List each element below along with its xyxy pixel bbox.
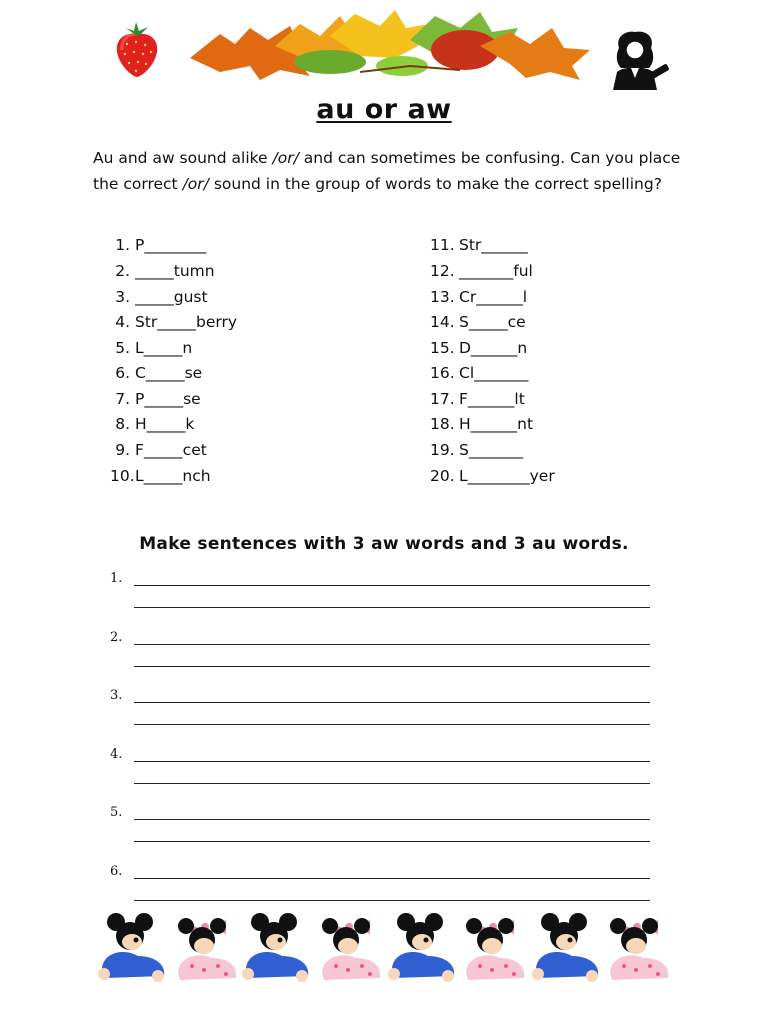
- exercise-number: 4.: [115, 313, 130, 331]
- sentence-number: 5.: [110, 805, 123, 820]
- exercise-item: [110, 363, 202, 383]
- strawberry-icon: [112, 20, 162, 78]
- answer-line[interactable]: [134, 666, 650, 667]
- baby-minnie-icon: [312, 912, 388, 984]
- baby-mickey-icon: [94, 912, 170, 984]
- exercise-word: _______ful: [459, 262, 533, 280]
- exercise-number: 20.: [430, 467, 455, 485]
- sentence-number: 6.: [110, 864, 123, 879]
- exercise-word: L_____n: [135, 339, 193, 357]
- answer-line[interactable]: [134, 724, 650, 725]
- instructions-text-2: and can sometimes be confusing. Can you place the correct: [93, 149, 681, 193]
- instructions-text-1: Au and aw sound alike: [93, 149, 273, 167]
- exercise-number: 12.: [430, 262, 455, 280]
- exercise-word: L_____nch: [135, 467, 211, 485]
- exercise-word: P________: [135, 236, 207, 254]
- exercise-number: 7.: [115, 390, 130, 408]
- exercise-item: [110, 466, 211, 486]
- exercise-number: 10.: [110, 467, 135, 485]
- exercise-item: [110, 440, 207, 460]
- exercise-number: 8.: [115, 415, 130, 433]
- exercise-word: F_____cet: [135, 441, 207, 459]
- answer-line[interactable]: [134, 783, 650, 784]
- exercise-number: 11.: [430, 236, 455, 254]
- exercise-word: _____tumn: [135, 262, 215, 280]
- exercise-item: [110, 235, 206, 255]
- exercise-number: 2.: [115, 262, 130, 280]
- exercise-item: [430, 261, 533, 281]
- answer-line[interactable]: [134, 841, 650, 842]
- answer-line[interactable]: [134, 819, 650, 820]
- exercise-number: 1.: [115, 236, 130, 254]
- answer-line[interactable]: [134, 900, 650, 901]
- exercise-number: 5.: [115, 339, 130, 357]
- exercise-item: [430, 287, 527, 307]
- or-sound-1: /or/: [272, 149, 299, 167]
- exercise-word: _____gust: [135, 288, 208, 306]
- exercise-item: [430, 466, 555, 486]
- baby-mickey-icon: [384, 912, 460, 984]
- exercise-item: [110, 287, 208, 307]
- answer-line[interactable]: [134, 702, 650, 703]
- exercise-item: [430, 363, 528, 383]
- exercise-item: [430, 440, 523, 460]
- exercise-word: Cl_______: [459, 364, 529, 382]
- exercise-item: [430, 338, 527, 358]
- answer-line[interactable]: [134, 607, 650, 608]
- exercise-number: 13.: [430, 288, 455, 306]
- exercise-word: H_____k: [135, 415, 195, 433]
- exercise-number: 17.: [430, 390, 455, 408]
- sentence-number: 3.: [110, 688, 123, 703]
- exercise-number: 6.: [115, 364, 130, 382]
- exercise-word: Str______: [459, 236, 528, 254]
- exercise-word: P_____se: [135, 390, 201, 408]
- exercise-word: Cr______l: [459, 288, 528, 306]
- exercise-word: S_____ce: [459, 313, 526, 331]
- answer-line[interactable]: [134, 585, 650, 586]
- baby-mickey-icon: [528, 912, 604, 984]
- exercise-item: [430, 414, 533, 434]
- exercise-item: [110, 312, 237, 332]
- exercise-item: [110, 414, 194, 434]
- or-sound-2: /or/: [182, 174, 209, 193]
- exercise-item: [430, 235, 528, 255]
- exercise-number: 18.: [430, 415, 455, 433]
- exercise-word: C_____se: [135, 364, 203, 382]
- autumn-leaves-banner: [180, 6, 610, 88]
- baby-minnie-icon: [456, 912, 532, 984]
- exercise-word: Str_____berry: [135, 313, 238, 331]
- exercise-word: L________yer: [459, 467, 555, 485]
- exercise-number: 15.: [430, 339, 455, 357]
- exercise-item: [110, 389, 201, 409]
- exercise-number: 9.: [115, 441, 130, 459]
- answer-line[interactable]: [134, 878, 650, 879]
- sentence-number: 4.: [110, 747, 123, 762]
- baby-minnie-icon: [168, 912, 244, 984]
- sentences-heading: Make sentences with 3 aw words and 3 au words.: [139, 534, 629, 554]
- exercise-word: F______lt: [459, 390, 525, 408]
- instructions-paragraph: [93, 146, 683, 197]
- answer-line[interactable]: [134, 644, 650, 645]
- exercise-word: S_______: [459, 441, 524, 459]
- baby-minnie-icon: [600, 912, 676, 984]
- answer-line[interactable]: [134, 761, 650, 762]
- exercise-item: [110, 338, 192, 358]
- exercise-number: 16.: [430, 364, 455, 382]
- exercise-number: 14.: [430, 313, 455, 331]
- exercise-item: [430, 312, 526, 332]
- exercise-number: 3.: [115, 288, 130, 306]
- exercise-word: H______nt: [459, 415, 534, 433]
- sentence-number: 1.: [110, 571, 123, 586]
- page-title: au or aw: [316, 94, 452, 125]
- instructions-text-3: sound in the group of words to make the correct spelling?: [208, 174, 662, 193]
- exercise-item: [430, 389, 525, 409]
- judge-gavel-icon: [605, 28, 673, 90]
- exercise-item: [110, 261, 215, 281]
- exercise-number: 19.: [430, 441, 455, 459]
- baby-mickey-icon: [238, 912, 314, 984]
- sentence-number: 2.: [110, 630, 123, 645]
- exercise-word: D______n: [459, 339, 528, 357]
